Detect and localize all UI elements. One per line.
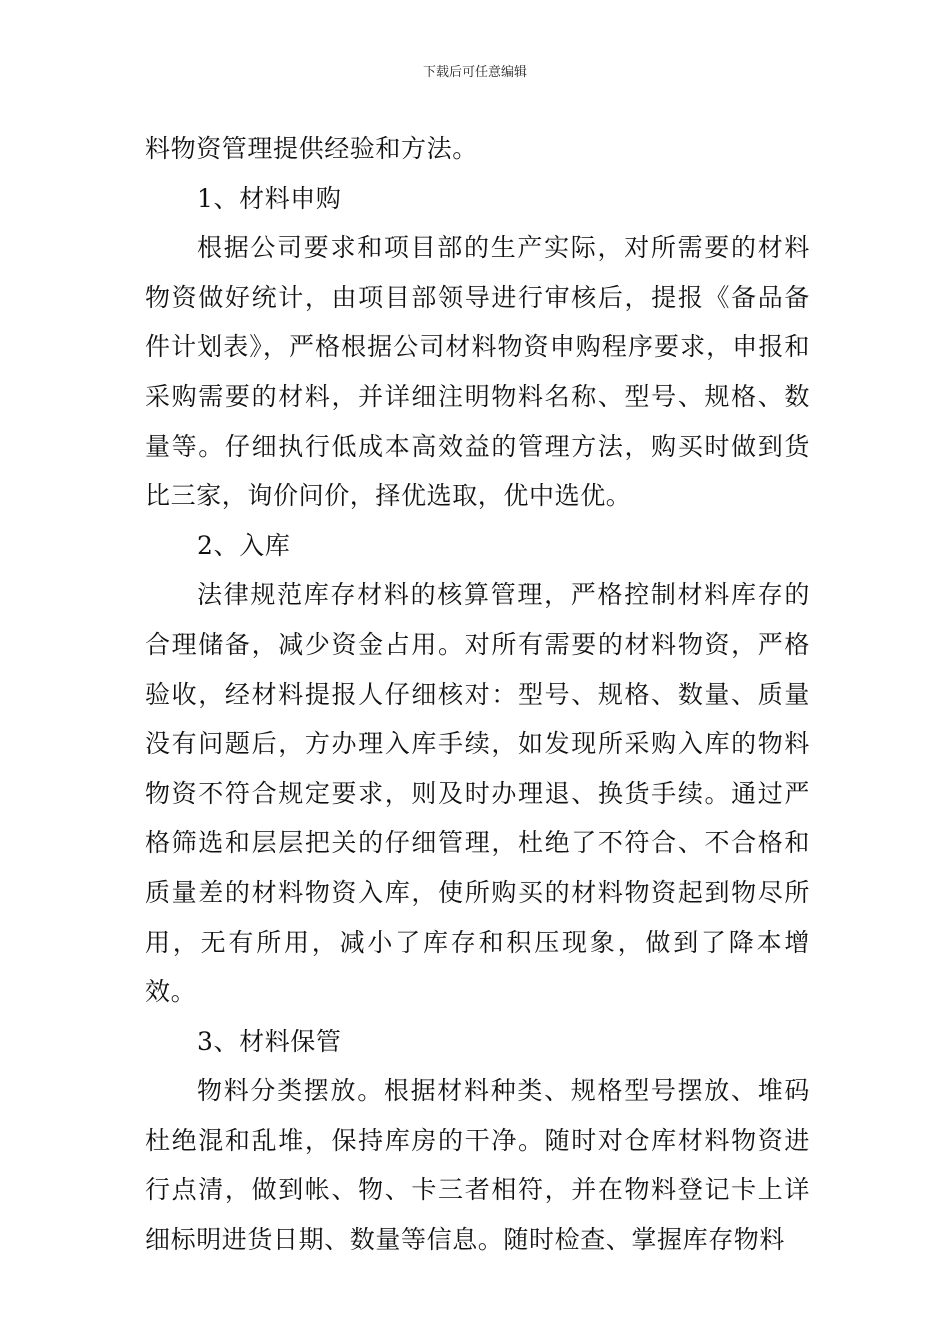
continuation-paragraph: 料物资管理提供经验和方法。: [145, 134, 478, 163]
section-heading-warehousing: 2、入库: [197, 530, 291, 560]
document-body: [145, 124, 810, 1265]
section-heading-purchase: 1、材料申购: [197, 183, 342, 213]
paragraph-warehousing: 法律规范库存材料的核算管理，严格控制材料库存的合理储备，减少资金占用。对所有需要的材料物资，严格验收，经材料提报人仔细核对：型号、规格、数量、质量没有问题后，方办理入库手续，如发现所采购入库的物料物资不符合规定要求，则及时办理退、换货手续。通过严格筛选和层层把关的仔细管理，杜绝了不符合、不合格和质量差的材料物资入库，使所购买的材料物资起到物尽所用，无有所用，减小了库存和积压现象，做到了降本增效。: [145, 580, 810, 1007]
paragraph-purchase: 根据公司要求和项目部的生产实际，对所需要的材料物资做好统计，由项目部领导进行审核后，提报《备品备件计划表》，严格根据公司材料物资申购程序要求，申报和采购需要的材料，并详细注明物料名称、型号、规格、数量等。仔细执行低成本高效益的管理方法，购买时做到货比三家，询价问价，择优选取，优中选优。: [145, 233, 810, 511]
section-heading-storage: 3、材料保管: [197, 1026, 342, 1056]
page-header-note: 下载后可任意编辑: [422, 65, 527, 80]
paragraph-storage: 物料分类摆放。根据材料种类、规格型号摆放、堆码杜绝混和乱堆，保持库房的干净。随时对仓库材料物资进行点清，做到帐、物、卡三者相符，并在物料登记卡上详细标明进货日期、数量等信息。随时检查、掌握库存物料: [145, 1076, 810, 1255]
